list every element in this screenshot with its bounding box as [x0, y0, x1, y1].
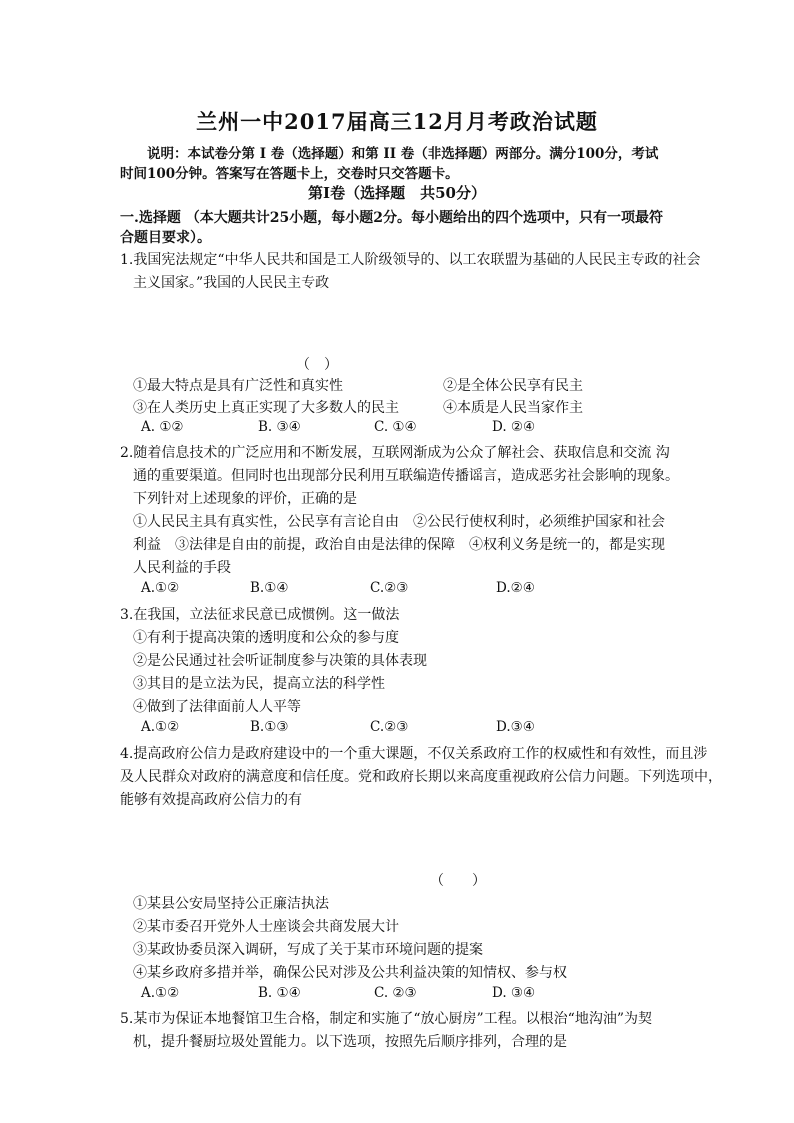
question-4-line3: 能够有效提高政府公信力的有 — [120, 792, 302, 808]
exam-note-line1: 说明：本试卷分第 I 卷（选择题）和第 II 卷（非选择题）两部分。满分100分，考试 — [147, 146, 659, 162]
question-3-option-2: ②是公民通过社会听证制度参与决策的具体表现 — [133, 653, 427, 669]
question-4-choice-d: D. ③④ — [492, 985, 536, 1001]
question-1-option-1: ①最大特点是具有广泛性和真实性 — [133, 378, 343, 394]
question-1-line1: 1.我国宪法规定“中华人民共和国是工人阶级领导的、以工农联盟为基础的人民民主专政的社会 — [120, 252, 701, 268]
answer-paren: （ ） — [296, 357, 338, 373]
question-2-options-line1: ①人民民主具有真实性，公民享有言论自由 ②公民行使权利时，必须维护国家和社会 — [133, 514, 665, 530]
part-instruction-line2: 合题目要求）。 — [120, 230, 211, 246]
question-1-option-4: ④本质是人民当家作主 — [443, 400, 583, 416]
question-3-choice-a: A.①② — [141, 719, 180, 735]
question-2-line3: 下列针对上述现象的评价，正确的是 — [133, 491, 357, 507]
question-4-option-1: ①某县公安局坚持公正廉洁执法 — [133, 896, 329, 912]
question-4-option-2: ②某市委召开党外人士座谈会共商发展大计 — [133, 919, 399, 935]
part-instruction-line1: 一.选择题 （本大题共计25小题，每小题2分。每小题给出的四个选项中，只有一项最符 — [120, 210, 663, 226]
question-3-option-4: ④做到了法律面前人人平等 — [133, 699, 301, 715]
question-2-choice-a: A.①② — [141, 580, 180, 596]
question-2-line2: 通的重要渠道。但同时也出现部分民利用互联编造传播谣言，造成恶劣社会影响的现象。 — [133, 468, 679, 484]
question-2-line1: 2.随着信息技术的广泛应用和不断发展，互联网渐成为公众了解社会、获取信息和交流 沟 — [120, 445, 670, 461]
question-4-option-3: ③某政协委员深入调研，写成了关于某市环境问题的提案 — [133, 942, 483, 958]
section-title: 第Ⅰ卷（选择题 共50分） — [308, 184, 486, 202]
question-3-option-3: ③其目的是立法为民，提高立法的科学性 — [133, 676, 385, 692]
question-2-choice-d: D.②④ — [496, 580, 535, 596]
question-1-option-2: ②是全体公民享有民主 — [443, 378, 583, 394]
question-4-option-4: ④某乡政府多措并举，确保公民对涉及公共利益决策的知情权、参与权 — [133, 965, 567, 981]
question-5-line2: 机，提升餐厨垃圾处置能力。以下选项，按照先后顺序排列，合理的是 — [133, 1034, 567, 1050]
question-3-option-1: ①有利于提高决策的透明度和公众的参与度 — [133, 630, 399, 646]
question-2-choice-b: B.①④ — [250, 580, 289, 596]
question-3-line1: 3.在我国，立法征求民意已成惯例。这一做法 — [120, 607, 400, 623]
question-2-options-line3: 人民利益的手段 — [133, 560, 231, 576]
question-3-choice-c: C.②③ — [370, 719, 409, 735]
question-2-options-line2: 利益 ③法律是自由的前提，政治自由是法律的保障 ④权利义务是统一的，都是实现 — [133, 537, 665, 553]
question-1-choice-c: C. ①④ — [374, 419, 417, 435]
question-3-choice-b: B.①③ — [250, 719, 289, 735]
question-3-choice-d: D.③④ — [496, 719, 535, 735]
question-1-choice-d: D. ②④ — [492, 419, 536, 435]
exam-note-line2: 时间100分钟。答案写在答题卡上，交卷时只交答题卡。 — [120, 166, 459, 182]
question-1-line2: 主义国家。”我国的人民民主专政 — [133, 275, 330, 291]
question-2-choice-c: C.②③ — [370, 580, 409, 596]
question-4-choice-c: C. ②③ — [374, 985, 417, 1001]
question-5-line1: 5.某市为保证本地餐馆卫生合格，制定和实施了“放心厨房”工程。以根治“地沟油”为契 — [120, 1011, 652, 1027]
question-1-choice-b: B. ③④ — [258, 419, 301, 435]
page-title: 兰州一中2017届高三12月月考政治试题 — [196, 109, 598, 134]
question-1-option-3: ③在人类历史上真正实现了大多数人的民主 — [133, 400, 399, 416]
question-4-choice-a: A.①② — [141, 985, 180, 1001]
question-1-choice-a: A. ①② — [141, 419, 184, 435]
question-4-line1: 4.提高政府公信力是政府建设中的一个重大课题，不仅关系政府工作的权威性和有效性，而且涉 — [120, 746, 708, 762]
question-4-choice-b: B. ①④ — [258, 985, 301, 1001]
answer-paren: （ ） — [430, 873, 486, 889]
question-4-line2: 及人民群众对政府的满意度和信任度。党和政府长期以来高度重视政府公信力问题。下列选项中， — [120, 769, 722, 785]
